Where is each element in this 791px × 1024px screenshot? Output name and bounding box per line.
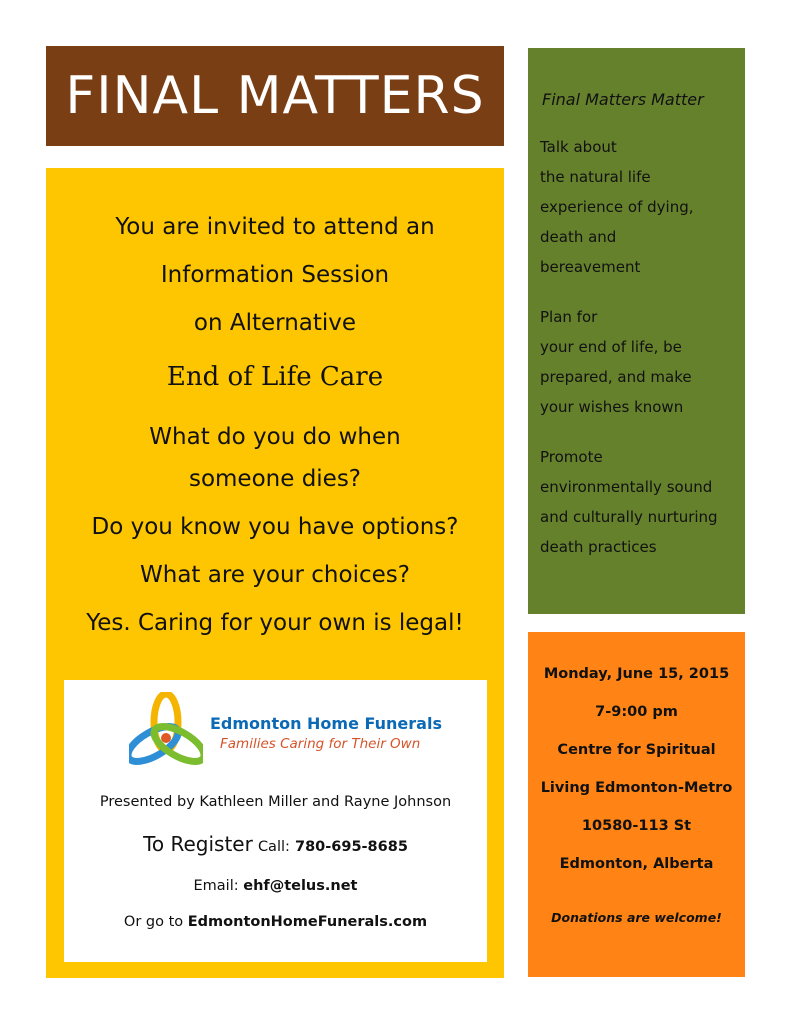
organizer-card: [64, 680, 487, 962]
sidebar-text-line: Plan for: [540, 308, 598, 326]
sidebar-panel: [528, 48, 745, 614]
sidebar-text-line: your wishes known: [540, 398, 684, 416]
invite-question-1b: someone dies?: [188, 466, 362, 492]
website-label: Or go to: [123, 914, 184, 930]
invite-statement-legal: Yes. Caring for your own is legal!: [86, 610, 464, 636]
register-line: [64, 832, 487, 856]
event-street: 10580-113 St: [581, 818, 692, 834]
event-time: 7-9:00 pm: [595, 704, 678, 720]
email-address[interactable]: ehf@telus.net: [243, 878, 358, 894]
email-label: Email:: [193, 878, 239, 894]
sidebar-text-line: Promote: [540, 448, 603, 466]
donations-note: Donations are welcome!: [551, 910, 722, 925]
sidebar-text-line: death and: [540, 228, 617, 246]
phone-number[interactable]: 780-695-8685: [294, 839, 408, 855]
event-venue-line-2: Living Edmonton-Metro: [540, 780, 733, 796]
website-line: [64, 914, 487, 930]
sidebar-text-line: the natural life: [540, 168, 651, 186]
invite-heading-end-of-life-care: End of Life Care: [166, 362, 384, 392]
sidebar-text-line: your end of life, be: [540, 338, 682, 356]
brand-name: Edmonton Home Funerals: [210, 714, 442, 733]
sidebar-heading: Final Matters Matter: [542, 90, 704, 109]
sidebar-text-line: bereavement: [540, 258, 641, 276]
sidebar-text-line: and culturally nurturing: [540, 508, 718, 526]
event-city: Edmonton, Alberta: [559, 856, 714, 872]
sidebar-text-line: experience of dying,: [540, 198, 694, 216]
invite-question-1a: What do you do when: [149, 424, 401, 450]
call-label: Call:: [257, 839, 290, 855]
page-title: FINAL MATTERS: [65, 66, 485, 126]
invite-question-3: What are your choices?: [140, 562, 410, 588]
brand-tagline: Families Caring for Their Own: [220, 736, 421, 752]
event-details-panel: [528, 632, 745, 977]
sidebar-text-line: Talk about: [540, 138, 617, 156]
title-banner: [46, 46, 504, 146]
register-label: To Register: [143, 832, 253, 856]
invite-line-3: on Alternative: [193, 310, 357, 336]
presenters-line: Presented by Kathleen Miller and Rayne Johnson: [99, 794, 452, 810]
invite-line-1: You are invited to attend an: [115, 214, 435, 240]
sidebar-text-line: death practices: [540, 538, 657, 556]
event-date: Monday, June 15, 2015: [543, 666, 730, 682]
invite-line-2: Information Session: [160, 262, 390, 288]
website-link[interactable]: EdmontonHomeFunerals.com: [187, 914, 428, 930]
invitation-panel: [46, 168, 504, 978]
event-venue-line-1: Centre for Spiritual: [557, 742, 716, 758]
invite-question-2: Do you know you have options?: [91, 514, 459, 540]
email-line: [64, 878, 487, 894]
sidebar-text-line: prepared, and make: [540, 368, 692, 386]
triquetra-logo-icon: [129, 692, 203, 770]
sidebar-text-line: environmentally sound: [540, 478, 713, 496]
